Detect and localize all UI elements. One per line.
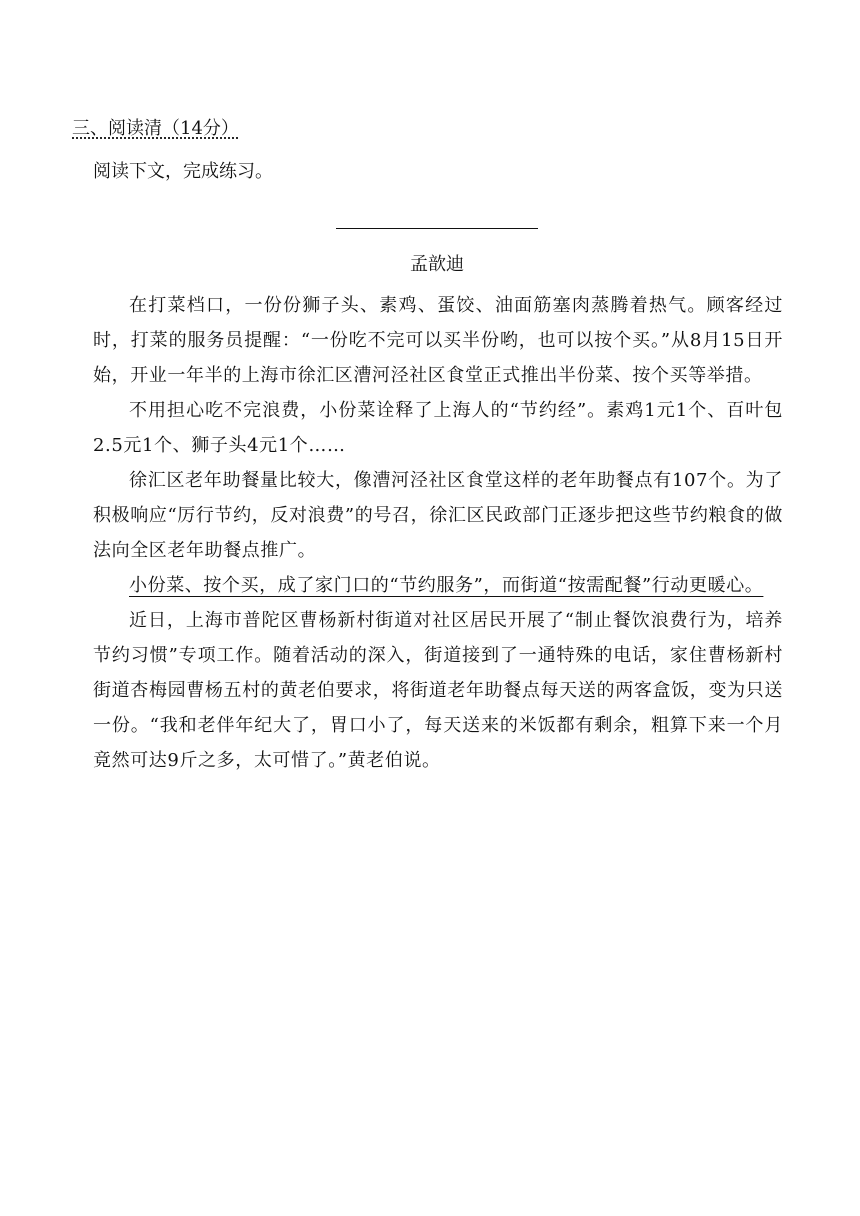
article-body	[93, 288, 783, 778]
article-paragraph-3: 徐汇区老年助餐量比较大，像漕河泾社区食堂这样的老年助餐点有107个。为了积极响应“厉行节约，反对浪费”的号召，徐汇区民政部门正逐步把这些节约粮食的做法向全区老年助餐点推广。	[93, 470, 783, 561]
article-author: 孟歆迪	[410, 254, 464, 275]
article-paragraph-2: 不用担心吃不完浪费，小份菜诠释了上海人的“节约经”。素鸡1元1个、百叶包2.5元1个、狮子头4元1个……	[93, 400, 783, 456]
section-heading: 三、阅读清（14分）	[72, 118, 239, 139]
article-paragraph-4-underlined	[93, 568, 783, 603]
title-blank-line	[336, 228, 538, 229]
instruction-text: 阅读下文，完成练习。	[93, 161, 273, 182]
article-paragraph-1: 在打菜档口，一份份狮子头、素鸡、蛋饺、油面筋塞肉蒸腾着热气。顾客经过时，打菜的服务员提醒：“一份吃不完可以买半份哟，也可以按个买。”从8月15日开始，开业一年半的上海市徐汇区漕河泾社区食堂正式推出半份菜、按个买等举措。	[93, 295, 783, 386]
underlined-sentence: 小份菜、按个买，成了家门口的“节约服务”，而街道“按需配餐”行动更暖心。	[129, 575, 764, 596]
article-paragraph-5: 近日，上海市普陀区曹杨新村街道对社区居民开展了“制止餐饮浪费行为，培养节约习惯”专项工作。随着活动的深入，街道接到了一通特殊的电话，家住曹杨新村街道杏梅园曹杨五村的黄老伯要求，将街道老年助餐点每天送的两客盒饭，变为只送一份。“我和老伴年纪大了，胃口小了，每天送来的米饭都有剩余，粗算下来一个月竟然可达9斤之多，太可惜了。”黄老伯说。	[93, 610, 783, 771]
